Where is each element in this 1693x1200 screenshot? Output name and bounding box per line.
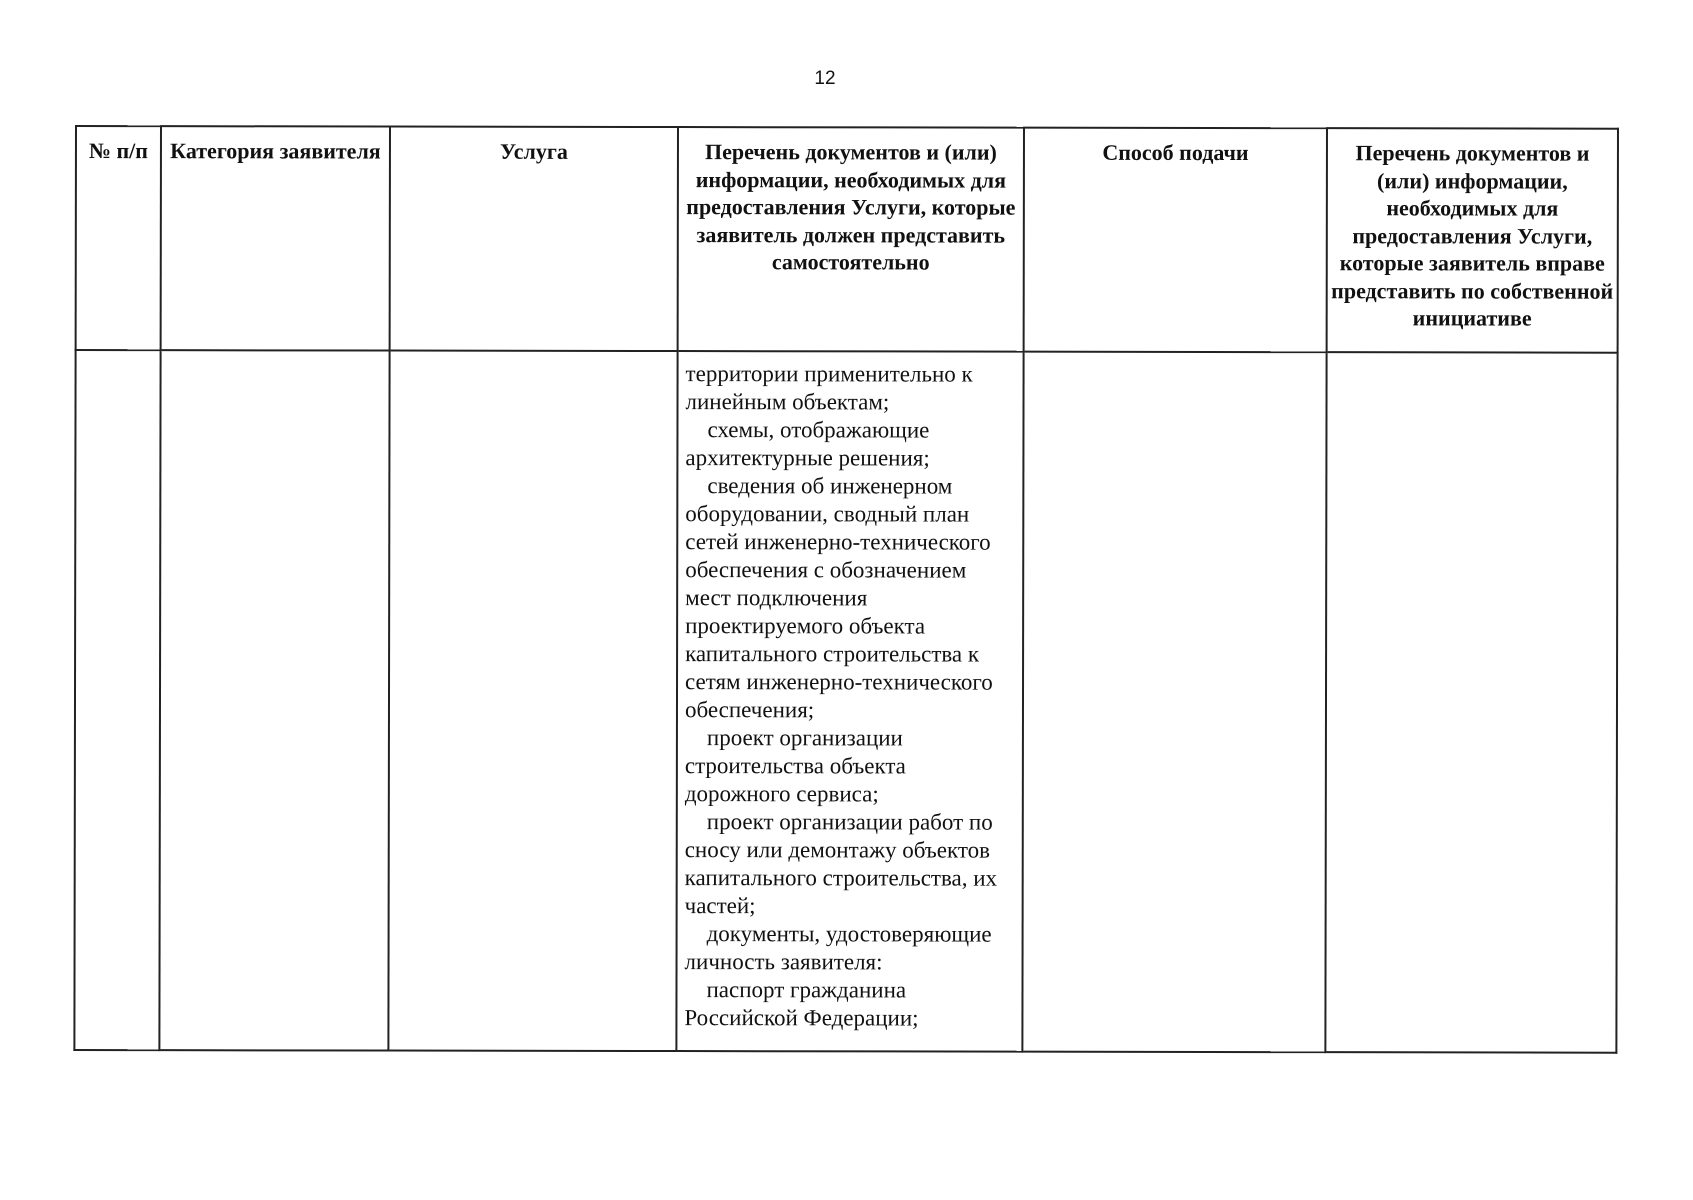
cell-required-documents <box>676 351 1023 1052</box>
header-service: Услуга <box>390 127 678 352</box>
table-row <box>74 350 1617 1053</box>
list-item: документы, удостоверяющие личность заявителя: <box>684 921 992 975</box>
documents-table <box>73 125 1619 1054</box>
list-item: сведения об инженерном оборудовании, сводный план сетей инженерно-технического обеспечения с обозначением мест подключения проектируемого объекта капитального строительства к сетям инженерно-технического обеспечения; <box>684 473 993 723</box>
required-documents-list <box>684 360 1016 1033</box>
cell-submission-method <box>1022 352 1326 1053</box>
cell-number <box>74 350 160 1050</box>
list-item: территории применительно к линейным объектам; <box>685 361 973 415</box>
cell-optional-documents <box>1325 352 1617 1053</box>
list-item: проект организации работ по сносу или демонтажу объектов капитального строительства, их частей; <box>684 809 998 919</box>
header-number: № п/п <box>76 126 161 350</box>
header-submission-method: Способ подачи <box>1024 128 1327 353</box>
list-item: паспорт гражданина Российской Федерации; <box>684 977 919 1031</box>
list-item: схемы, отображающие архитектурные решения; <box>685 417 930 471</box>
cell-service <box>388 351 677 1052</box>
list-item: проект организации строительства объекта дорожного сервиса; <box>684 725 906 807</box>
header-required-documents: Перечень документов и (или) информации, необходимых для предоставления Услуги, которые заявитель должен представить самостоятельно <box>678 127 1024 352</box>
cell-applicant-category <box>159 350 389 1050</box>
table-header-row <box>76 126 1618 353</box>
page-number: 12 <box>814 68 836 89</box>
header-optional-documents: Перечень документов и (или) информации, необходимых для предоставления Услуги, которые заявитель вправе представить по собственной инициативе <box>1327 128 1618 353</box>
header-applicant-category: Категория заявителя <box>161 126 390 350</box>
